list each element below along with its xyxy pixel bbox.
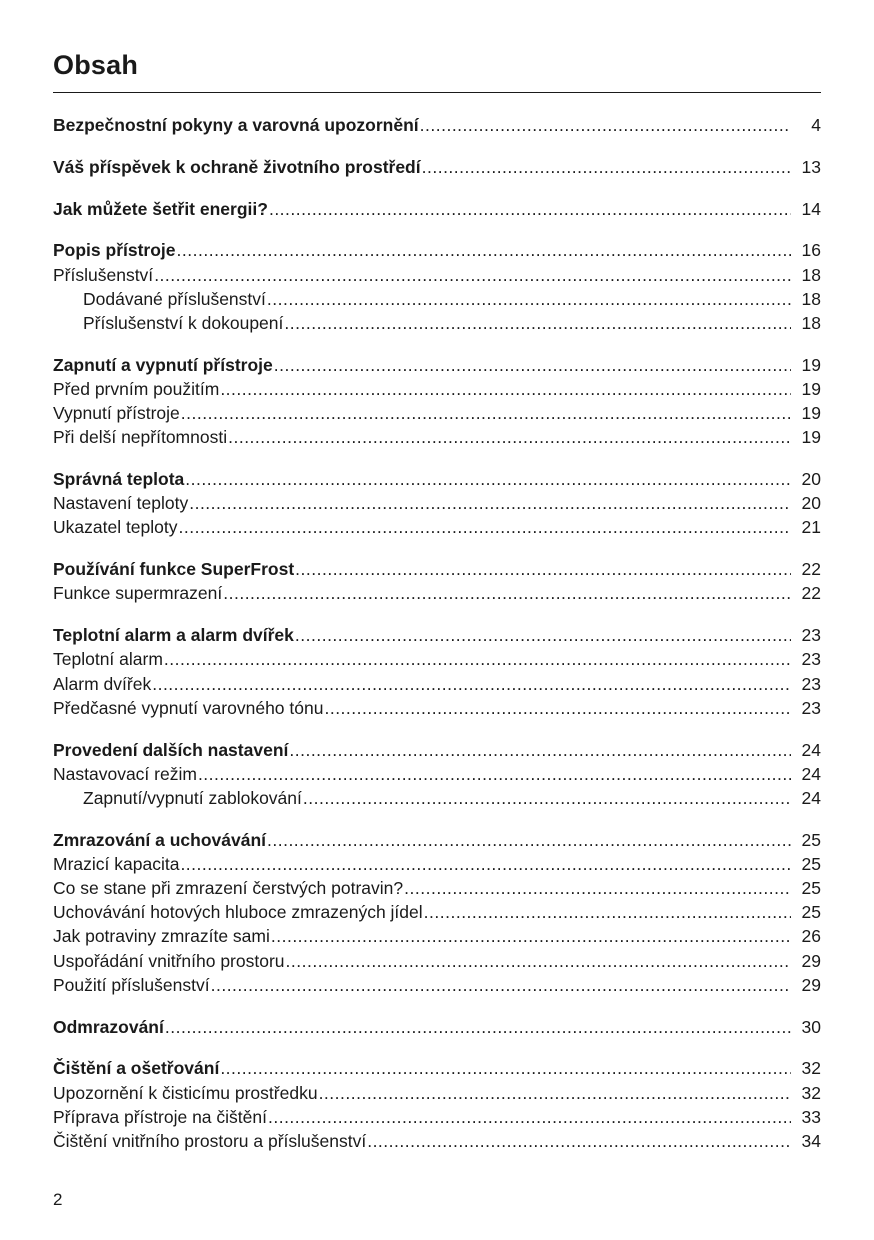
toc-section-entry[interactable] xyxy=(53,377,821,401)
toc-entry-label: Teplotní alarm a alarm dvířek xyxy=(53,625,294,646)
toc-entry-page: 20 xyxy=(801,493,821,514)
dot-leader xyxy=(181,401,791,425)
toc-chapter-entry[interactable] xyxy=(53,197,821,221)
toc-entry-label: Provedení dalších nastavení xyxy=(53,739,289,760)
toc-entry-page: 19 xyxy=(801,354,821,375)
toc-section-entry[interactable] xyxy=(53,852,821,876)
toc-entry-label: Zmrazování a uchovávání xyxy=(53,829,266,850)
dot-leader xyxy=(268,1105,791,1129)
toc-entry-page: 29 xyxy=(801,950,821,971)
toc-entry-page: 19 xyxy=(801,378,821,399)
toc-entry-label: Při delší nepřítomnosti xyxy=(53,427,228,448)
toc-entry-page: 25 xyxy=(801,902,821,923)
toc-section-entry[interactable] xyxy=(53,581,821,605)
toc-entry-page: 24 xyxy=(801,739,821,760)
toc-entry-page: 19 xyxy=(801,427,821,448)
toc-chapter-entry[interactable] xyxy=(53,1015,821,1039)
toc-chapter-entry[interactable] xyxy=(53,1056,821,1080)
toc-entry-label: Mrazicí kapacita xyxy=(53,853,180,874)
toc-entry-page: 32 xyxy=(801,1058,821,1079)
dot-leader xyxy=(220,1056,791,1080)
dot-leader xyxy=(271,924,791,948)
dot-leader xyxy=(319,1081,791,1105)
dot-leader xyxy=(164,647,791,671)
toc-section-entry[interactable] xyxy=(53,672,821,696)
dot-leader xyxy=(286,949,791,973)
dot-leader xyxy=(198,762,791,786)
dot-leader xyxy=(179,515,791,539)
toc-entry-page: 23 xyxy=(801,649,821,670)
toc-entry-label: Uspořádání vnitřního prostoru xyxy=(53,950,285,971)
dot-leader xyxy=(267,287,791,311)
dot-leader xyxy=(211,973,791,997)
page-number: 2 xyxy=(53,1190,63,1209)
toc-entry-page: 32 xyxy=(801,1082,821,1103)
toc-chapter-entry[interactable] xyxy=(53,353,821,377)
toc-entry-page: 19 xyxy=(801,403,821,424)
dot-leader xyxy=(295,623,791,647)
toc-entry-page: 25 xyxy=(801,829,821,850)
toc-entry-label: Alarm dvířek xyxy=(53,673,152,694)
toc-chapter-entry[interactable] xyxy=(53,828,821,852)
toc-entry-label: Vypnutí přístroje xyxy=(53,403,180,424)
dot-leader xyxy=(223,581,791,605)
toc-section-entry[interactable] xyxy=(53,876,821,900)
toc-section-entry[interactable] xyxy=(53,973,821,997)
table-of-contents xyxy=(53,113,821,1153)
toc-entry-page: 20 xyxy=(801,469,821,490)
toc-section-entry[interactable] xyxy=(53,515,821,539)
toc-entry-label: Funkce supermrazení xyxy=(53,583,223,604)
toc-chapter-entry[interactable] xyxy=(53,623,821,647)
toc-entry-page: 29 xyxy=(801,974,821,995)
toc-entry-page: 18 xyxy=(801,312,821,333)
toc-entry-page: 22 xyxy=(801,559,821,580)
toc-section-entry[interactable] xyxy=(53,1081,821,1105)
toc-entry-label: Popis přístroje xyxy=(53,240,176,261)
toc-entry-page: 34 xyxy=(801,1130,821,1151)
toc-chapter-entry[interactable] xyxy=(53,738,821,762)
dot-leader xyxy=(189,491,791,515)
toc-entry-label: Dodávané příslušenství xyxy=(83,288,266,309)
toc-entry-page: 24 xyxy=(801,787,821,808)
toc-entry-label: Příprava přístroje na čištění xyxy=(53,1106,267,1127)
dot-leader xyxy=(185,467,791,491)
toc-section-entry[interactable] xyxy=(53,924,821,948)
toc-section-entry[interactable] xyxy=(53,491,821,515)
toc-entry-label: Uchovávání hotových hluboce zmrazených jídel xyxy=(53,902,423,923)
toc-entry-page: 23 xyxy=(801,673,821,694)
toc-entry-page: 25 xyxy=(801,853,821,874)
dot-leader xyxy=(269,197,791,221)
toc-subsection-entry[interactable] xyxy=(53,287,821,311)
dot-leader xyxy=(420,113,791,137)
toc-entry-page: 22 xyxy=(801,583,821,604)
dot-leader xyxy=(367,1129,791,1153)
toc-entry-label: Zapnutí a vypnutí přístroje xyxy=(53,354,273,375)
toc-entry-page: 16 xyxy=(801,240,821,261)
toc-entry-page: 13 xyxy=(801,156,821,177)
toc-subsection-entry[interactable] xyxy=(53,311,821,335)
toc-chapter-entry[interactable] xyxy=(53,467,821,491)
toc-entry-page: 21 xyxy=(801,517,821,538)
toc-entry-label: Nastavení teploty xyxy=(53,493,189,514)
toc-entry-label: Správná teplota xyxy=(53,469,185,490)
toc-entry-label: Čištění a ošetřování xyxy=(53,1058,220,1079)
toc-entry-label: Používání funkce SuperFrost xyxy=(53,559,295,580)
toc-entry-page: 18 xyxy=(801,264,821,285)
dot-leader xyxy=(303,786,791,810)
dot-leader xyxy=(284,311,791,335)
dot-leader xyxy=(180,852,791,876)
toc-entry-label: Upozornění k čisticímu prostředku xyxy=(53,1082,318,1103)
toc-entry-page: 4 xyxy=(811,115,821,135)
toc-section-entry[interactable] xyxy=(53,425,821,449)
toc-entry-label: Příslušenství k dokoupení xyxy=(83,312,284,333)
toc-entry-page: 24 xyxy=(801,763,821,784)
toc-section-entry[interactable] xyxy=(53,762,821,786)
dot-leader xyxy=(422,155,791,179)
toc-section-entry[interactable] xyxy=(53,900,821,924)
dot-leader xyxy=(154,263,791,287)
toc-entry-page: 25 xyxy=(801,878,821,899)
toc-entry-page: 26 xyxy=(801,926,821,947)
toc-chapter-entry[interactable] xyxy=(53,238,821,262)
toc-section-entry[interactable] xyxy=(53,696,821,720)
dot-leader xyxy=(267,828,791,852)
toc-entry-label: Použití příslušenství xyxy=(53,974,210,995)
dot-leader xyxy=(177,238,791,262)
dot-leader xyxy=(424,900,791,924)
toc-chapter-entry[interactable] xyxy=(53,557,821,581)
toc-entry-page: 23 xyxy=(801,625,821,646)
dot-leader xyxy=(228,425,791,449)
dot-leader xyxy=(295,557,791,581)
toc-entry-label: Čištění vnitřního prostoru a příslušenství xyxy=(53,1130,367,1151)
toc-entry-page: 33 xyxy=(801,1106,821,1127)
toc-section-entry[interactable] xyxy=(53,647,821,671)
toc-entry-label: Jak potraviny zmrazíte sami xyxy=(53,926,270,947)
page-title: Obsah xyxy=(53,50,139,80)
toc-entry-label: Jak můžete šetřit energii? xyxy=(53,198,268,219)
toc-entry-page: 18 xyxy=(801,288,821,309)
toc-chapter-entry[interactable] xyxy=(53,155,821,179)
dot-leader xyxy=(274,353,791,377)
toc-entry-label: Předčasné vypnutí varovného tónu xyxy=(53,697,324,718)
toc-entry-page: 14 xyxy=(801,198,821,219)
dot-leader xyxy=(220,377,791,401)
toc-section-entry[interactable] xyxy=(53,263,821,287)
toc-entry-label: Teplotní alarm xyxy=(53,649,163,670)
dot-leader xyxy=(289,738,791,762)
toc-section-entry[interactable] xyxy=(53,1129,821,1153)
toc-entry-label: Co se stane při zmrazení čerstvých potravin? xyxy=(53,878,404,899)
toc-entry-page: 30 xyxy=(801,1016,821,1037)
dot-leader xyxy=(165,1015,791,1039)
dot-leader xyxy=(152,672,791,696)
toc-section-entry[interactable] xyxy=(53,401,821,425)
toc-chapter-entry[interactable] xyxy=(53,113,821,137)
dot-leader xyxy=(404,876,791,900)
toc-section-entry[interactable] xyxy=(53,1105,821,1129)
toc-entry-label: Odmrazování xyxy=(53,1016,164,1037)
toc-entry-label: Příslušenství xyxy=(53,264,154,285)
toc-entry-label: Nastavovací režim xyxy=(53,763,197,784)
toc-entry-label: Váš příspěvek k ochraně životního prostředí xyxy=(53,156,421,177)
toc-entry-label: Před prvním použitím xyxy=(53,378,220,399)
toc-entry-label: Zapnutí/vypnutí zablokování xyxy=(83,787,302,808)
toc-entry-label: Ukazatel teploty xyxy=(53,517,178,538)
dot-leader xyxy=(324,696,791,720)
toc-subsection-entry[interactable] xyxy=(53,786,821,810)
toc-entry-label: Bezpečnostní pokyny a varovná upozornění xyxy=(53,115,419,135)
title-divider xyxy=(53,92,821,93)
toc-entry-page: 23 xyxy=(801,697,821,718)
toc-section-entry[interactable] xyxy=(53,949,821,973)
